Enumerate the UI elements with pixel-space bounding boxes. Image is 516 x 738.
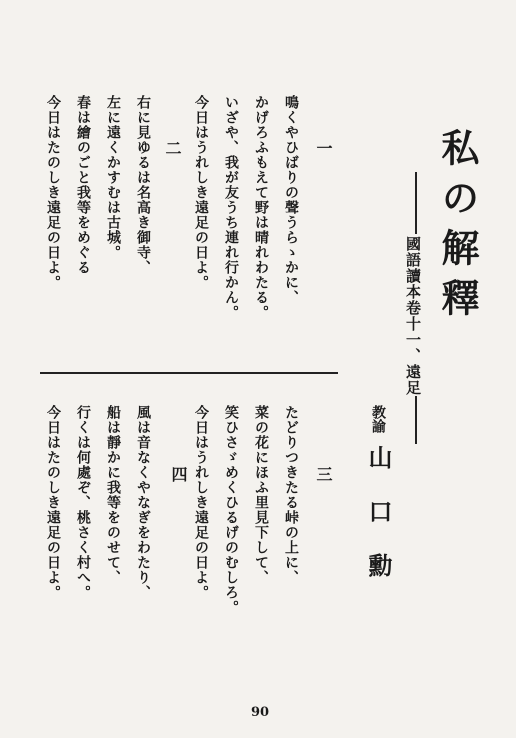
poem-line: 今日はたのしき遠足の日よ。 — [45, 95, 61, 290]
poem-line: いざや、我が友うち連れ行かん。 — [223, 95, 239, 320]
poem-line: 菜の花にほふ里見下して、 — [253, 405, 269, 585]
poem-line: 船は靜かに我等をのせて、 — [105, 405, 121, 585]
section-number-1: 一 — [314, 140, 333, 156]
page-number: 90 — [251, 705, 270, 720]
subtitle-dash-top — [415, 172, 417, 234]
poem-line: 風は音なくやなぎをわたり、 — [135, 405, 151, 600]
section-number-3: 三 — [314, 466, 333, 482]
poem-line: 春は繪のごと我等をめぐる — [75, 95, 91, 275]
section-number-2: 二 — [163, 140, 182, 156]
author-name: 山口勳 — [364, 445, 393, 607]
poem-line: 笑ひさゞめくひるげのむしろ。 — [223, 405, 239, 615]
section-divider — [40, 372, 338, 374]
poem-line: かげろふもえて野は晴れわたる。 — [253, 95, 269, 320]
subtitle: 國語讀本卷十一、遠足 — [404, 236, 422, 396]
poem-line: 今日はうれしき遠足の日よ。 — [193, 95, 209, 290]
poem-line: たどりつきたる峠の上に、 — [283, 405, 299, 585]
poem-line: 鳴くやひばりの聲うらゝかに、 — [283, 95, 299, 305]
subtitle-dash-bottom — [415, 396, 417, 444]
poem-line: 左に遠くかすむは古城。 — [105, 95, 121, 260]
poem-line: 行くは何處ぞ、桃さく村へ。 — [75, 405, 91, 600]
poem-line: 今日はたのしき遠足の日よ。 — [45, 405, 61, 600]
section-number-4: 四 — [169, 466, 188, 482]
poem-line: 右に見ゆるは名高き御寺、 — [135, 95, 151, 275]
author-role: 教諭 — [370, 405, 386, 433]
poem-line: 今日はうれしき遠足の日よ。 — [193, 405, 209, 600]
page-title: 私の解釋 — [435, 128, 480, 328]
